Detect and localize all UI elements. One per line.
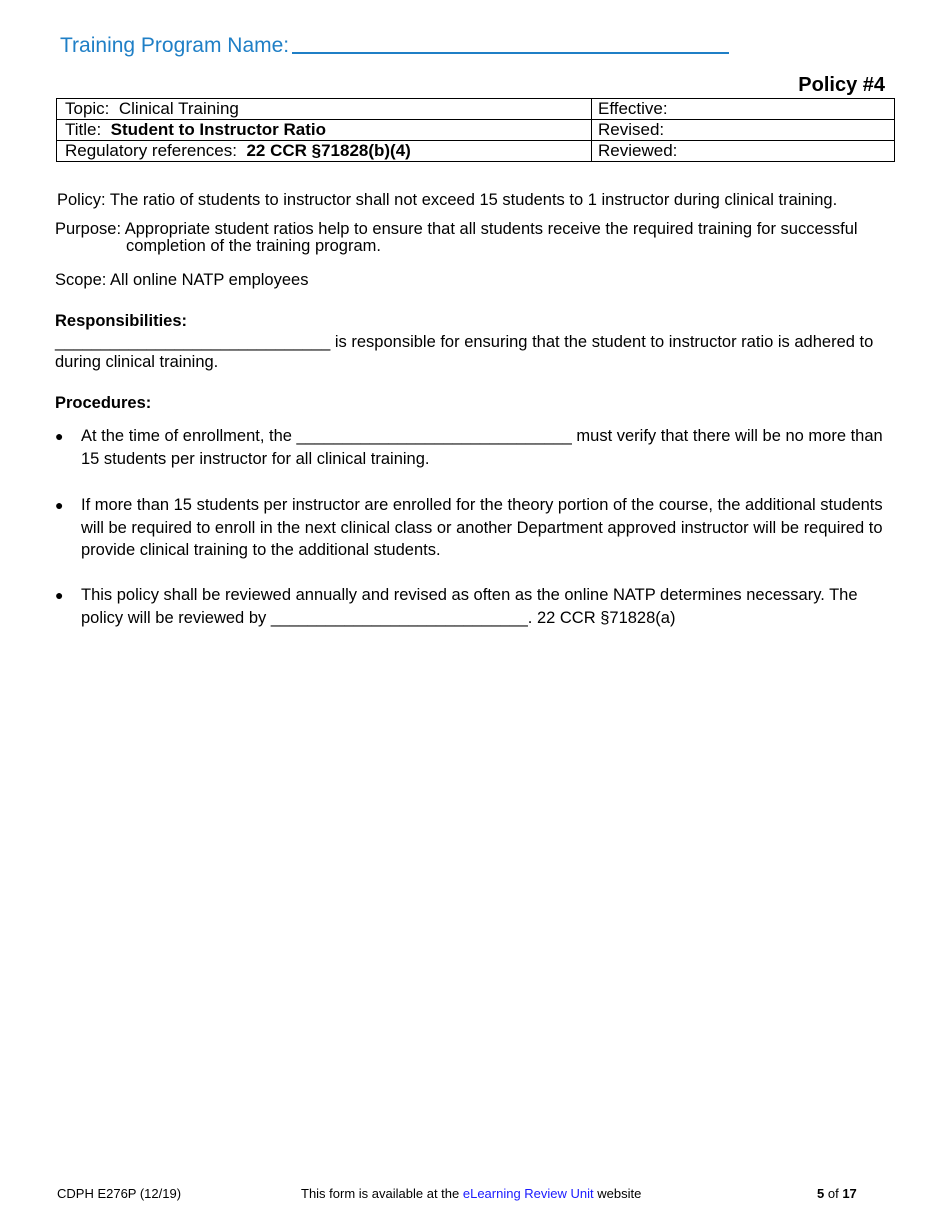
- policy-header-table: [56, 98, 895, 162]
- scope: Scope: All online NATP employees: [55, 271, 309, 289]
- purpose-label: Purpose:: [55, 220, 122, 238]
- table-row: [57, 141, 895, 162]
- form-id: CDPH E276P (12/19): [57, 1186, 182, 1201]
- purpose-text: Appropriate student ratios help to ensure that all students receive the required training for successful: [124, 220, 858, 238]
- bullet-icon: ●: [55, 587, 64, 603]
- reg-cell: [57, 141, 592, 162]
- page-current: 5: [817, 1186, 825, 1201]
- bullet-icon: ●: [55, 497, 64, 513]
- topic-label: Topic:: [65, 99, 110, 118]
- table-row: [57, 99, 895, 120]
- reg-label: Regulatory references:: [65, 141, 237, 160]
- bullet-icon: ●: [55, 428, 64, 444]
- procedure-text: This policy shall be reviewed annually and revised as often as the online NATP determines necessary. The policy will be reviewed by ____________________________. 22 CCR §71828(a): [81, 586, 858, 627]
- procedure-text: At the time of enrollment, the ______________________________ must verify that there will be no more than 15 students per instructor for all clinical training.: [81, 427, 883, 468]
- reviewed-cell: Reviewed:: [592, 141, 895, 162]
- availability-prefix: This form is available at the: [301, 1186, 460, 1201]
- policy-statement: Policy: The ratio of students to instructor shall not exceed 15 students to 1 instructor during clinical training.: [57, 191, 838, 209]
- page-total: 17: [842, 1186, 857, 1201]
- policy-number: Policy #4: [798, 74, 885, 96]
- topic-value: Clinical Training: [118, 99, 239, 118]
- purpose-line-2: completion of the training program.: [126, 237, 381, 255]
- availability-note: [301, 1186, 641, 1201]
- effective-cell: Effective:: [592, 99, 895, 120]
- title-label: Title:: [65, 120, 102, 139]
- procedure-text: If more than 15 students per instructor are enrolled for the theory portion of the course, the additional students will be required to enroll in the next clinical class or another Department approved instructor will be required to provide clinical training to the additional students.: [81, 496, 883, 559]
- responsibilities-line-1: ______________________________ is responsible for ensuring that the student to instructor ratio is adhered to: [55, 333, 874, 351]
- program-label: Training Program Name:: [60, 34, 290, 57]
- table-row: [57, 120, 895, 141]
- elearning-link[interactable]: eLearning Review Unit: [462, 1186, 594, 1201]
- page-of: of: [827, 1186, 839, 1201]
- availability-suffix: website: [597, 1186, 642, 1201]
- training-program-name: [60, 32, 729, 58]
- page-number: [817, 1186, 857, 1201]
- responsibilities-heading: Responsibilities:: [55, 312, 188, 330]
- responsibilities-line-2: during clinical training.: [55, 353, 219, 371]
- procedures-heading: Procedures:: [55, 394, 152, 412]
- program-name-blank[interactable]: [292, 32, 729, 54]
- revised-cell: Revised:: [592, 120, 895, 141]
- topic-cell: [57, 99, 592, 120]
- reg-value: 22 CCR §71828(b)(4): [246, 141, 411, 160]
- title-value: Student to Instructor Ratio: [110, 120, 326, 139]
- title-cell: [57, 120, 592, 141]
